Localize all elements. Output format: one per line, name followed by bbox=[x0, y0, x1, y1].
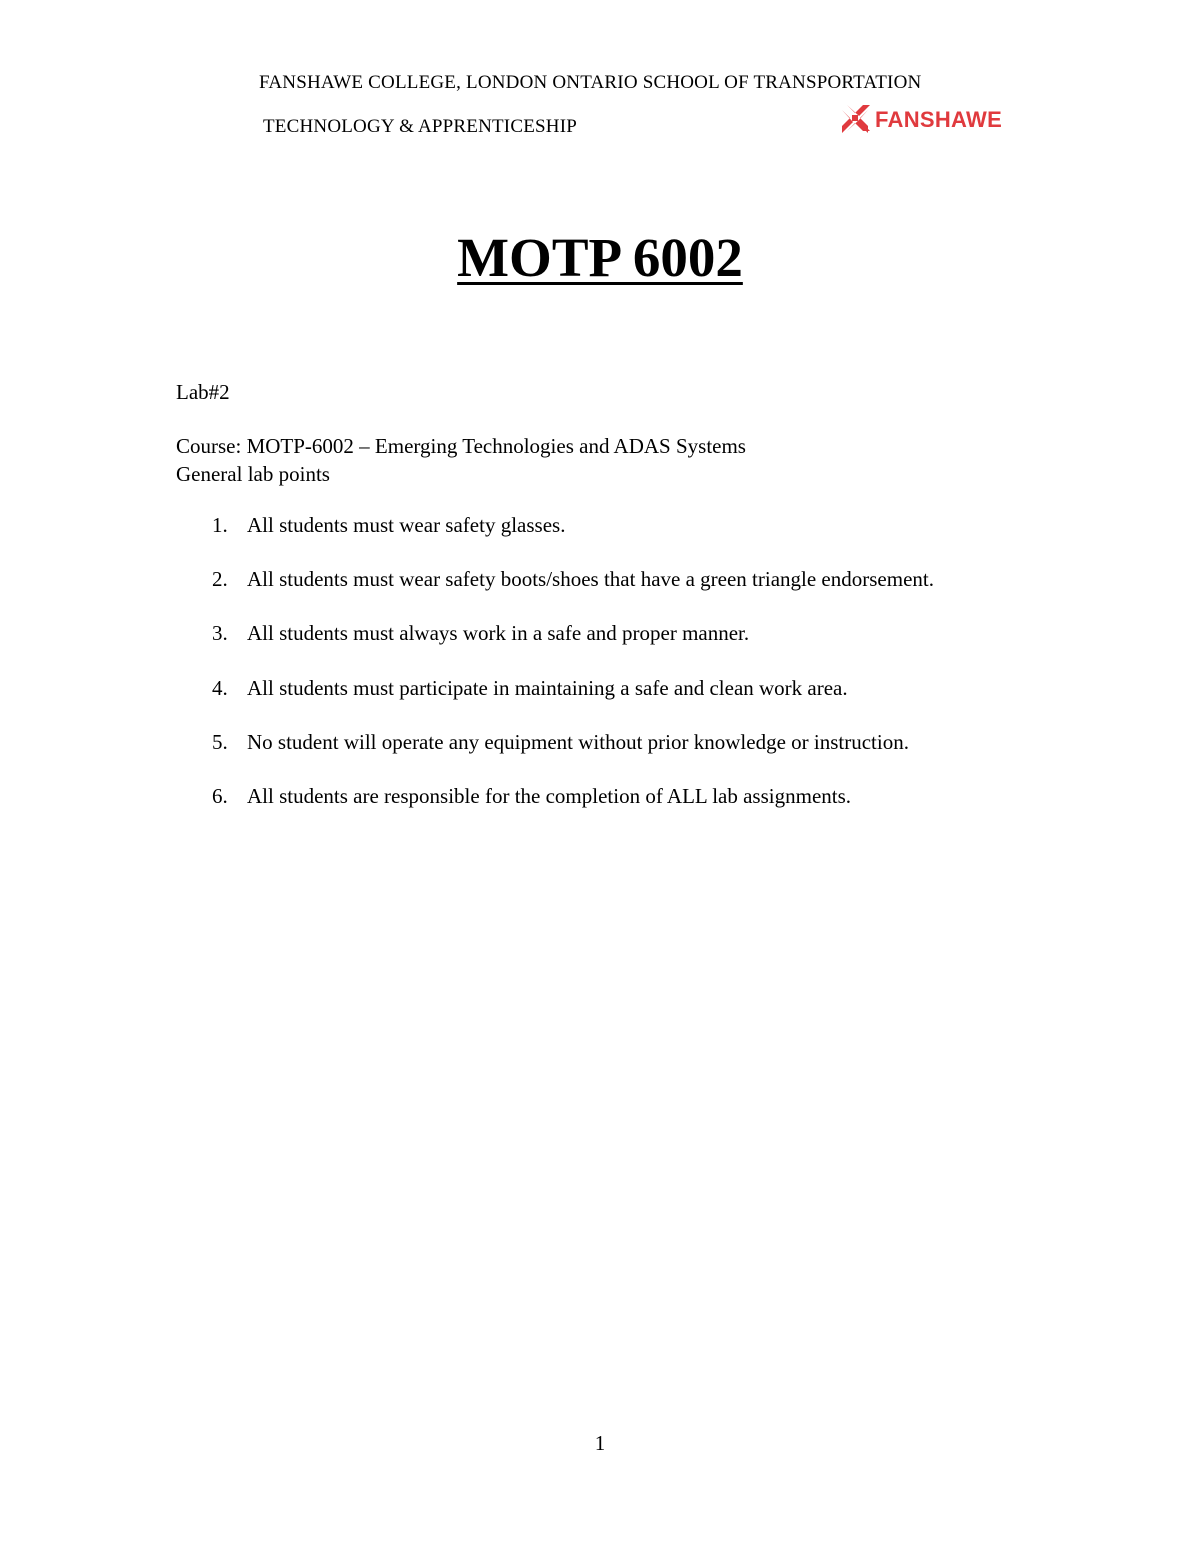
list-item bbox=[176, 784, 1096, 838]
list-item bbox=[176, 676, 1096, 730]
list-item bbox=[176, 730, 1096, 784]
list-item bbox=[176, 513, 1096, 567]
list-item-text: All students must participate in maintaining a safe and clean work area. bbox=[247, 675, 848, 700]
list-item-text: All students are responsible for the completion of ALL lab assignments. bbox=[247, 783, 852, 808]
list-item bbox=[176, 567, 1096, 621]
list-item-text: All students must always work in a safe and proper manner. bbox=[247, 621, 750, 646]
fanshawe-logo bbox=[838, 102, 1002, 138]
list-item-number: 2. bbox=[212, 567, 228, 592]
header-line-2: TECHNOLOGY & APPRENTICESHIP bbox=[263, 116, 577, 137]
list-item-text: All students must wear safety glasses. bbox=[247, 513, 566, 537]
page-number: 1 bbox=[594, 1431, 606, 1455]
header-line-1: FANSHAWE COLLEGE, LONDON ONTARIO SCHOOL OF TRANSPORTATION bbox=[259, 72, 922, 93]
list-item-number: 4. bbox=[212, 675, 228, 700]
list-item-number: 5. bbox=[212, 729, 228, 754]
list-item-number: 6. bbox=[212, 783, 228, 808]
document-title: MOTP 6002 bbox=[457, 227, 743, 288]
list-item-number: 3. bbox=[212, 621, 228, 646]
course-line: Course: MOTP-6002 – Emerging Technologies and ADAS Systems bbox=[176, 434, 746, 458]
course-block bbox=[176, 432, 746, 488]
list-item bbox=[176, 621, 1096, 675]
fanshawe-logo-icon bbox=[838, 101, 872, 140]
fanshawe-logo-text: FANSHAWE bbox=[875, 107, 1003, 132]
list-item-text: All students must wear safety boots/shoes that have a green triangle endorsement. bbox=[247, 567, 934, 592]
lab-label: Lab#2 bbox=[176, 380, 230, 404]
list-item-text: No student will operate any equipment without prior knowledge or instruction. bbox=[247, 729, 909, 754]
section-heading: General lab points bbox=[176, 462, 330, 486]
lab-rules-list bbox=[176, 513, 1096, 838]
list-item-number: 1. bbox=[212, 513, 228, 537]
